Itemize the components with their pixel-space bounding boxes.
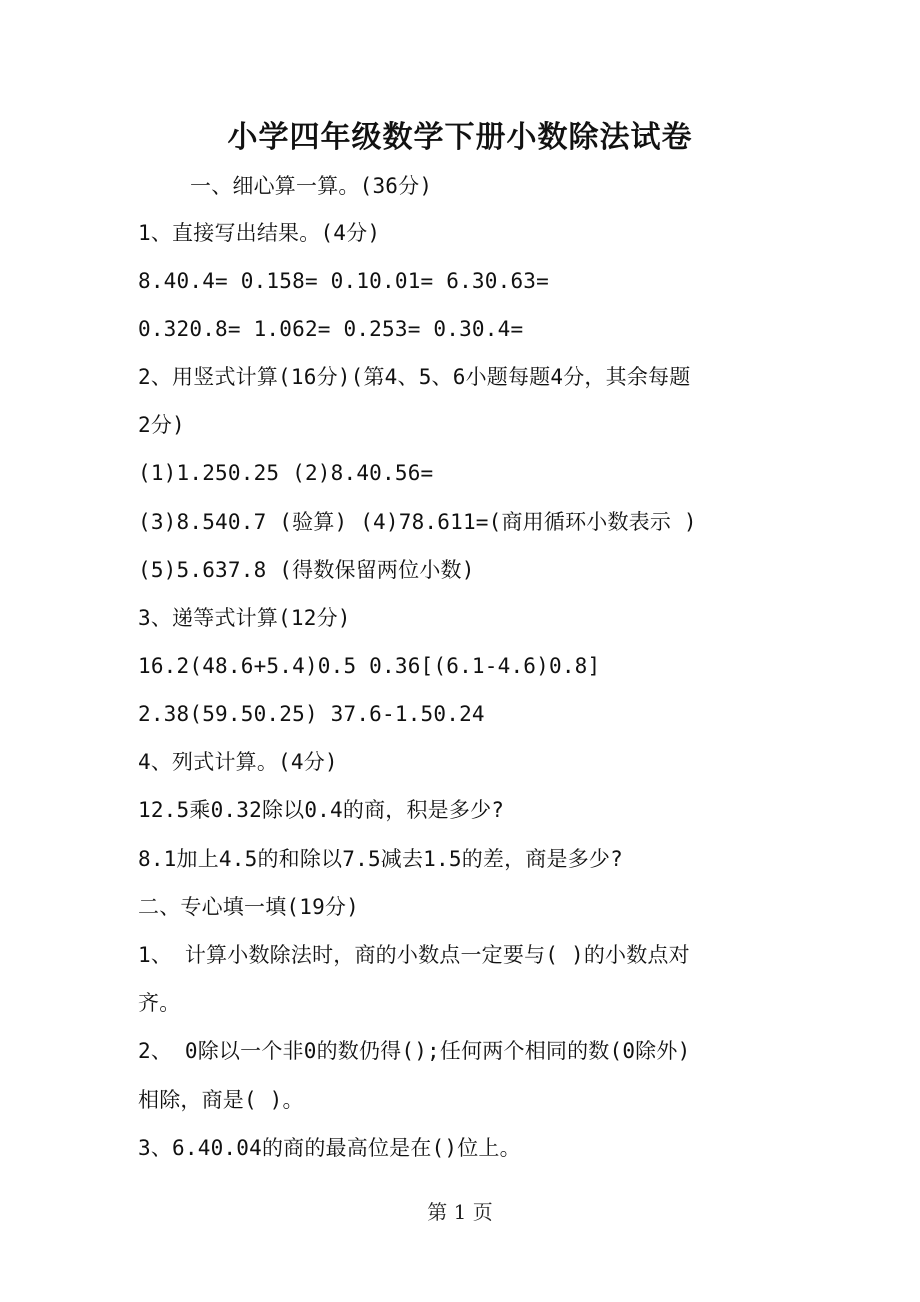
fill-question-1-continued: 齐。 — [138, 991, 181, 1015]
question-2-heading-continued: 2分) — [138, 413, 185, 437]
question-1-row-1: 8.40.4= 0.158= 0.10.01= 6.30.63= — [138, 269, 549, 293]
fill-question-2: 2、 0除以一个非0的数仍得();任何两个相同的数(0除外) — [138, 1039, 691, 1063]
fill-question-1: 1、 计算小数除法时，商的小数点一定要与( )的小数点对 — [138, 943, 690, 967]
question-4-row-1: 12.5乘0.32除以0.4的商，积是多少? — [138, 798, 505, 822]
question-2-row-1: (1)1.250.25 (2)8.40.56= — [138, 461, 434, 485]
question-3-row-1: 16.2(48.6+5.4)0.5 0.36[(6.1-4.6)0.8] — [138, 654, 601, 678]
question-1-row-2: 0.320.8= 1.062= 0.253= 0.30.4= — [138, 317, 524, 341]
fill-question-2-continued: 相除，商是( )。 — [138, 1088, 304, 1112]
question-4-heading: 4、列式计算。(4分) — [138, 750, 338, 774]
question-2-row-2: (3)8.540.7 (验算) (4)78.611=(商用循环小数表示 ) — [138, 510, 697, 534]
question-4-row-2: 8.1加上4.5的和除以7.5减去1.5的差，商是多少? — [138, 847, 623, 871]
fill-question-3: 3、6.40.04的商的最高位是在()位上。 — [138, 1136, 521, 1160]
section-2-heading: 二、专心填一填(19分) — [138, 895, 359, 919]
section-1-heading: 一、细心算一算。(36分) — [190, 174, 433, 198]
question-3-heading: 3、递等式计算(12分) — [138, 606, 351, 630]
page-title: 小学四年级数学下册小数除法试卷 — [227, 120, 693, 155]
question-1-heading: 1、直接写出结果。(4分) — [138, 221, 381, 245]
question-3-row-2: 2.38(59.50.25) 37.6-1.50.24 — [138, 702, 485, 726]
page-number: 第 1 页 — [427, 1200, 493, 1224]
question-2-heading: 2、用竖式计算(16分)(第4、5、6小题每题4分，其余每题 — [138, 365, 691, 389]
question-2-row-3: (5)5.637.8 (得数保留两位小数) — [138, 558, 475, 582]
